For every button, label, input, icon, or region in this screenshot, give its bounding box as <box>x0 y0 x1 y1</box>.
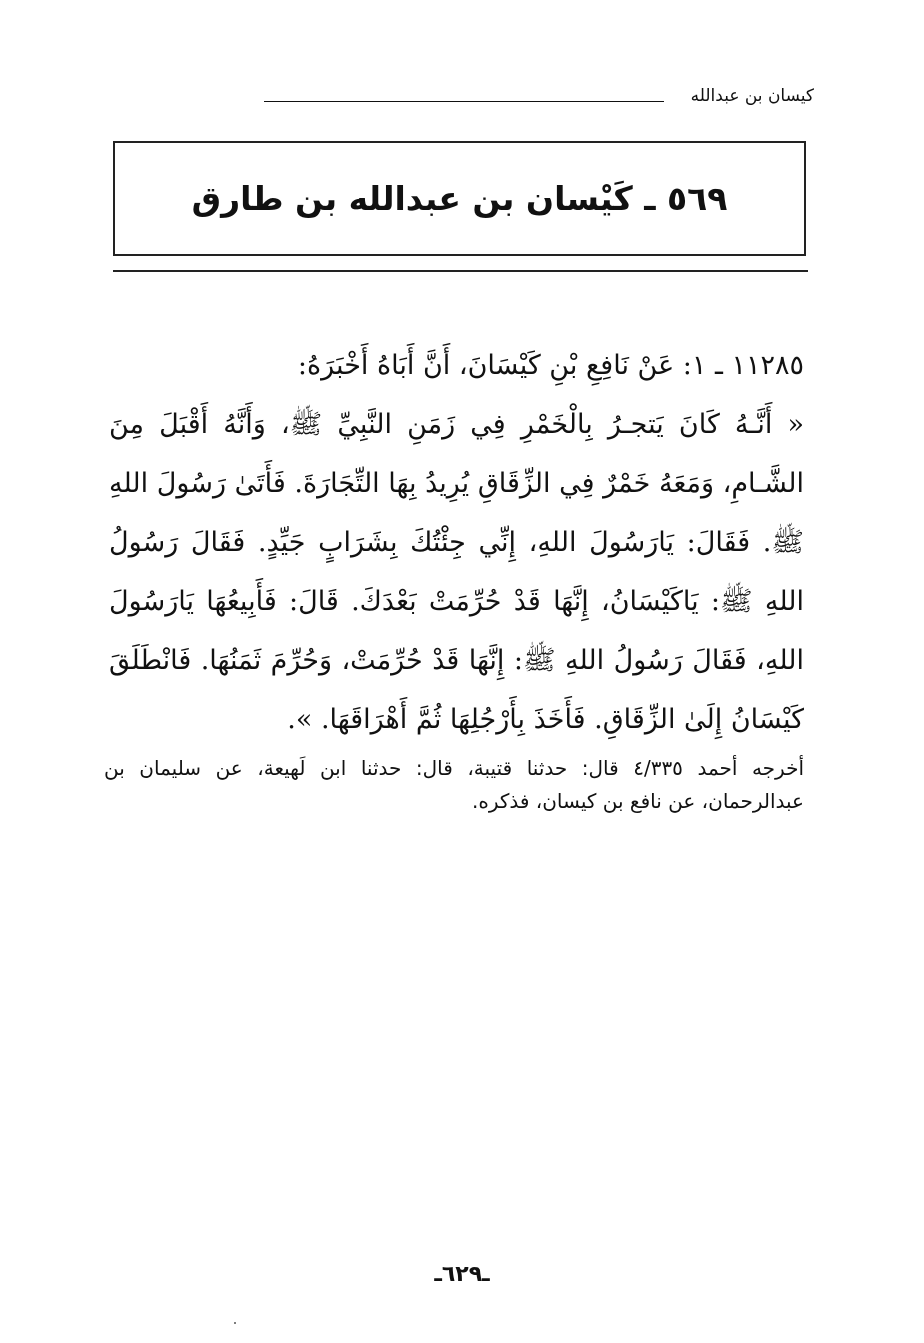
running-head <box>109 84 814 112</box>
hadith-lead: ١١٢٨٥ ـ ١: عَنْ نَافِعِ بْنِ كَيْسَانَ، أَنَّ أَبَاهُ أَخْبَرَهُ: <box>297 350 804 381</box>
page-number: ـ٦٢٩ـ <box>434 1262 490 1287</box>
takhrij-note <box>104 752 804 818</box>
hadith-body: « أَنَّـهُ كَانَ يَتجـرُ بِالْخَمْرِ فِي زَمَنِ النَّبِيِّ ﷺ، وَأَنَّهُ أَقْبَلَ مِنَ الشَّـامِ، وَمَعَهُ خَمْرٌ فِي الزِّقَاقِ يُرِيدُ بِهَا التِّجَارَةَ. فَأَتَىٰ رَسُولَ اللهِ ﷺ. فَقَالَ: يَارَسُولَ اللهِ، إِنِّي جِئْتُكَ بِشَرَابٍ جَيِّدٍ. فَقَالَ رَسُولُ اللهِ ﷺ: يَاكَيْسَانُ، إِنَّهَا قَدْ حُرِّمَتْ بَعْدَكَ. قَالَ: فَأَبِيعُهَا يَارَسُولَ اللهِ، فَقَالَ رَسُولُ اللهِ ﷺ: إِنَّهَا قَدْ حُرِّمَتْ، وَحُرِّمَ ثَمَنُهَا. فَانْطَلَقَ كَيْسَانُ إِلَىٰ الزِّقَاقِ. فَأَخَذَ بِأَرْجُلِهَا ثُمَّ أَهْرَاقَهَا. ». <box>109 409 804 735</box>
chapter-title-box <box>113 141 806 256</box>
takhrij-text: أخرجه أحمد ٤/٣٣٥ قال: حدثنا قتيبة، قال: حدثنا ابن لَهيعة، عن سليمان بن عبدالرحمان، عن نافع بن كيسان، فذكره. <box>104 756 804 813</box>
hadith-text <box>109 336 804 749</box>
running-head-title: كيسان بن عبدالله <box>690 86 814 106</box>
chapter-title: ٥٦٩ ـ كَيْسان بن عبدالله بن طارق <box>191 179 728 218</box>
running-head-rule <box>264 101 664 102</box>
scan-speck <box>234 1322 236 1324</box>
title-underline-rule <box>113 270 808 272</box>
